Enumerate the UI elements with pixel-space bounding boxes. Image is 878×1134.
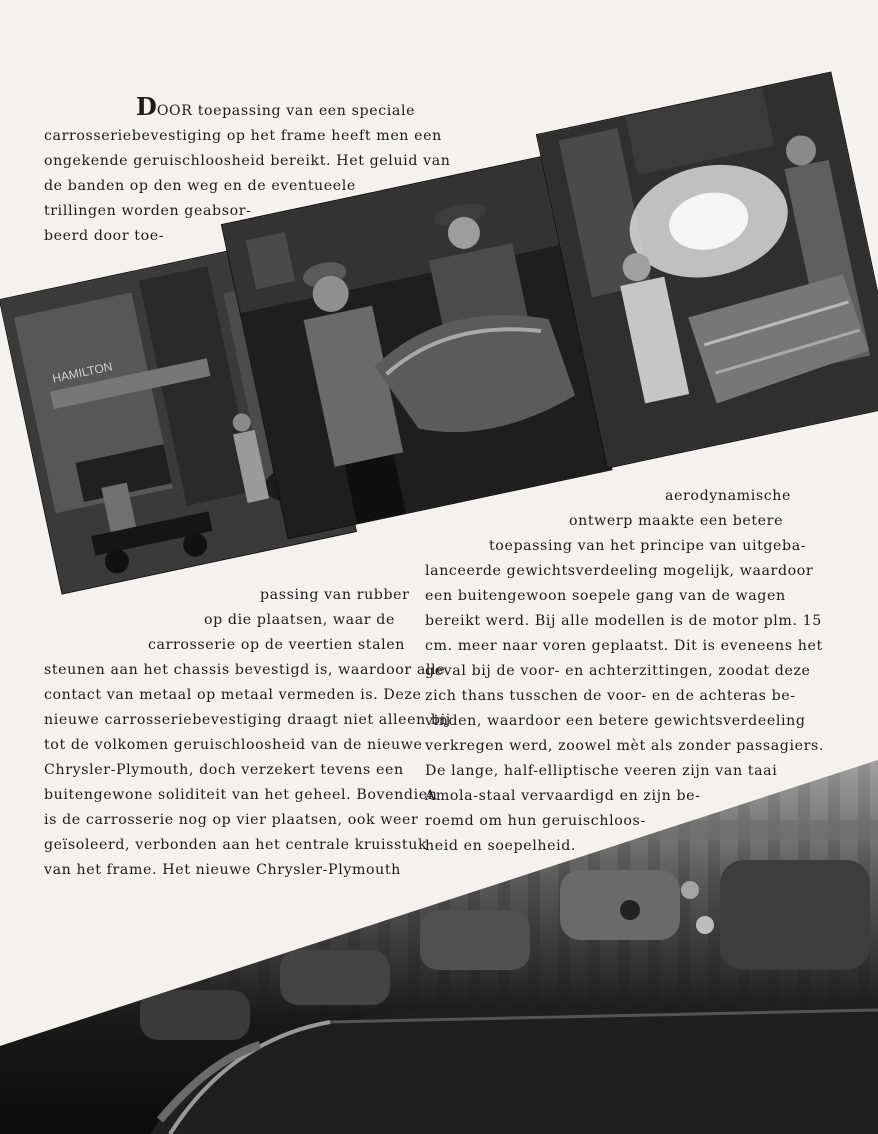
left-line-12: van het frame. Het nieuwe Chrysler-Plymouth <box>44 862 401 878</box>
left-line-7: tot de volkomen geruischloosheid van de nieuwe <box>44 737 423 753</box>
left-line-11: geïsoleerd, verbonden aan het centrale kruisstuk <box>44 837 428 853</box>
intro-line-5: trillingen worden geabsor- <box>44 203 252 219</box>
left-line-8: Chrysler-Plymouth, doch verzekert tevens een <box>44 762 404 778</box>
left-line-2: op die plaatsen, waar de <box>204 612 395 628</box>
right-line-9: zich thans tusschen de voor- en de achteras be- <box>425 688 796 704</box>
right-line-4: lanceerde gewichtsverdeeling mogelijk, waardoor <box>425 563 814 579</box>
right-line-12: De lange, half-elliptische veeren zijn van taai <box>425 763 778 779</box>
drop-cap: D <box>136 92 157 121</box>
body-paragraph-right <box>425 484 824 859</box>
first-word-rest: OOR <box>156 103 193 119</box>
right-line-1: aerodynamische <box>665 488 792 504</box>
intro-line-1-text: toepassing van een speciale <box>197 103 416 119</box>
right-line-14: roemd om hun geruischloos- <box>425 813 646 829</box>
body-paragraph-left <box>44 583 451 883</box>
right-line-8: geval bij de voor- en achterzittingen, zoodat deze <box>425 663 811 679</box>
left-line-6: nieuwe carrosseriebevestiging draagt niet alleen bij <box>44 712 451 728</box>
left-line-9: buitengewone soliditeit van het geheel. Bovendien <box>44 787 438 803</box>
right-line-3: toepassing van het principe van uitgeba- <box>489 538 807 554</box>
right-line-2: ontwerp maakte een betere <box>569 513 784 529</box>
right-line-6: bereikt werd. Bij alle modellen is de motor plm. 15 <box>425 613 822 629</box>
left-line-5: contact van metaal op metaal vermeden is. Deze <box>44 687 422 703</box>
right-line-11: verkregen werd, zoowel mèt als zonder passagiers. <box>425 738 824 754</box>
right-line-7: cm. meer naar voren geplaatst. Dit is eveneens het <box>425 638 823 654</box>
intro-line-2: carrosseriebevestiging op het frame heeft men een <box>44 128 442 144</box>
left-line-4: steunen aan het chassis bevestigd is, waardoor alle <box>44 662 446 678</box>
right-line-5: een buitengewoon soepele gang van de wagen <box>425 588 786 604</box>
right-line-15: heid en soepelheid. <box>425 838 577 854</box>
intro-line-1 <box>44 94 451 124</box>
intro-line-3: ongekende geruischloosheid bereikt. Het geluid van <box>44 153 451 169</box>
right-line-13: Amola-staal vervaardigd en zijn be- <box>425 788 701 804</box>
left-line-3: carrosserie op de veertien stalen <box>148 637 405 653</box>
press-sign-label: HAMILTON <box>51 359 114 386</box>
left-line-10: is de carrosserie nog op vier plaatsen, ook weer <box>44 812 419 828</box>
intro-line-4: de banden op den weg en de eventueele <box>44 178 356 194</box>
right-line-10: vinden, waardoor een betere gewichtsverdeeling <box>425 713 806 729</box>
intro-line-6: beerd door toe- <box>44 228 165 244</box>
intro-paragraph <box>44 94 451 249</box>
left-line-1: passing van rubber <box>260 587 410 603</box>
